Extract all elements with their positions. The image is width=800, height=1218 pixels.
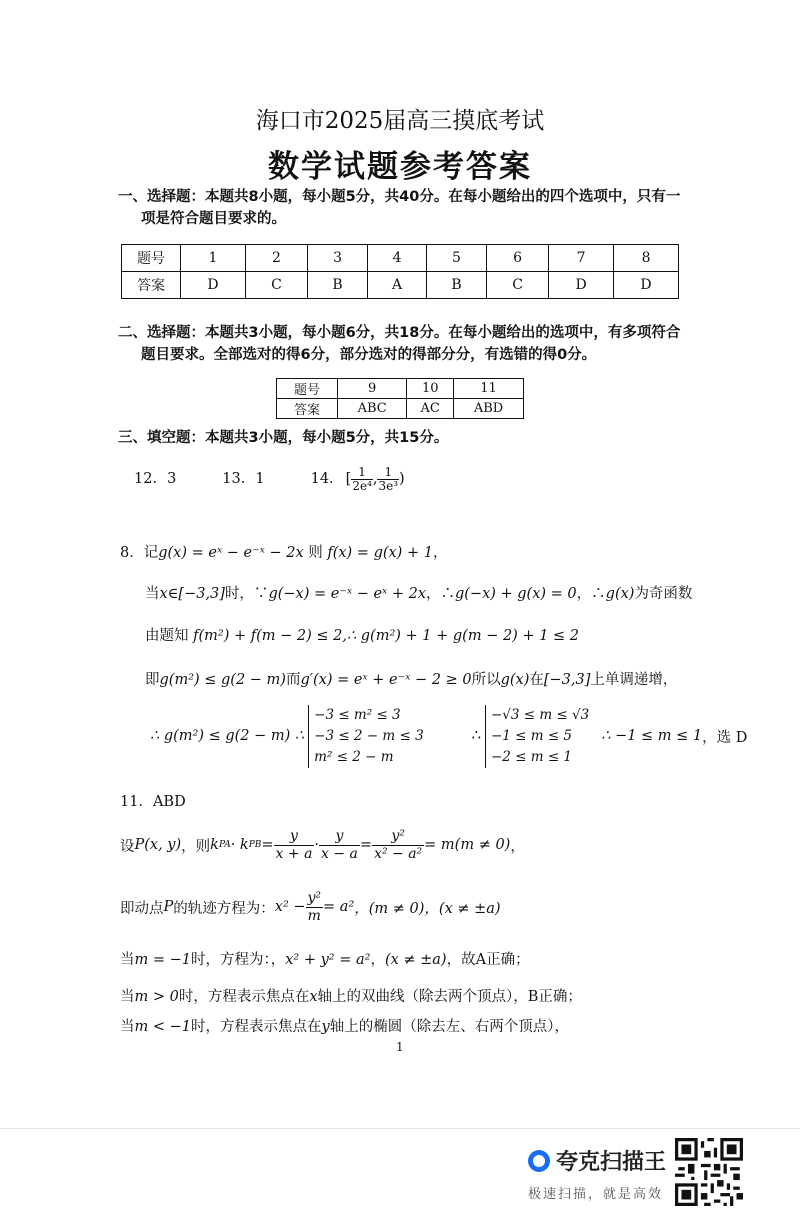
formula: x (309, 989, 318, 1005)
formula: (x ≠ ±a) (384, 952, 447, 968)
text: 记 (143, 545, 159, 561)
table1-answer: A (368, 272, 427, 299)
table1-answer: D (181, 272, 246, 299)
formula: m > 0 (134, 989, 179, 1005)
formula: P (163, 899, 174, 915)
fraction-denominator: 2e⁴ (352, 478, 372, 493)
inequality: −2 ≤ m ≤ 1 (490, 748, 573, 765)
answer-13-label: 13. (222, 471, 246, 487)
table1-answer-label: 答案 (122, 272, 181, 299)
fraction-denominator: 3e³ (378, 478, 399, 493)
table1-number: 7 (549, 245, 614, 272)
solution8-line5 (150, 703, 747, 769)
table2-number: 10 (407, 379, 454, 399)
fraction-denominator: x + a (275, 845, 313, 862)
table1-number: 3 (308, 245, 368, 272)
formula: f(x) = g(x) + 1 (327, 545, 433, 561)
text: 当 (145, 586, 160, 602)
formula: x² − (274, 899, 306, 915)
table2-answer: ABD (454, 399, 524, 419)
inequality: m² ≤ 2 − m (314, 748, 394, 765)
answer-12: 3 (167, 471, 177, 487)
formula: g(m²) ≤ g(2 − m) (159, 672, 286, 688)
table1-answer: B (427, 272, 487, 299)
formula: m < −1 (134, 1019, 191, 1035)
solution11-line1 (120, 823, 525, 867)
formula: ，(m ≠ 0)，(x ≠ ±a) (354, 900, 501, 917)
section1-line1: 一、选择题：本题共8小题，每小题5分，共40分。在每小题给出的四个选项中，只有一 (118, 189, 681, 205)
solution8-line2 (145, 582, 692, 603)
exam-title: 海口市2025届高三摸底考试 (255, 108, 545, 134)
fraction-numerator: y² (372, 828, 424, 846)
inequality: −3 ≤ m² ≤ 3 (314, 706, 401, 723)
fraction (372, 828, 424, 863)
text: 而 (285, 672, 301, 688)
formula: g(x) (605, 586, 635, 602)
formula: k (210, 837, 219, 853)
table1-number: 1 (181, 245, 246, 272)
section2-line2: 题目要求。全部选对的得6分，部分选对的得部分分，有选错的得0分。 (141, 347, 597, 363)
table1-answer-row (122, 272, 679, 299)
fraction (306, 890, 324, 925)
table1-header-label: 题号 (122, 245, 181, 272)
table1-number: 6 (486, 245, 548, 272)
table2-number: 9 (338, 379, 407, 399)
formula: g(x) (500, 672, 530, 688)
text: 的轨迹方程为： (173, 900, 275, 917)
inequality: −3 ≤ 2 − m ≤ 3 (314, 727, 424, 744)
formula: g(x) = eˣ − e⁻ˣ − 2x (158, 545, 304, 561)
text: 设 (120, 838, 135, 855)
table1-answer: C (486, 272, 548, 299)
text: 由题知 (145, 628, 194, 644)
text: 即动点 (120, 900, 164, 917)
subscript: PA (218, 840, 231, 850)
text: = (261, 837, 274, 853)
table2-answer-row (277, 399, 524, 419)
solution11-line2 (120, 885, 501, 929)
formula: = a² (323, 899, 355, 915)
text: 时，∵ (224, 586, 269, 602)
solution11-line3 (120, 948, 530, 969)
fraction (319, 828, 360, 863)
text: 轴上的双曲线（除去两个顶点），B正确； (317, 989, 582, 1005)
text: ， (510, 838, 525, 855)
answer-14-close-bracket: ) (399, 471, 405, 487)
fraction-denominator: m (307, 907, 321, 924)
text: 时，方程表示焦点在 (178, 989, 310, 1005)
formula: m = −1 (134, 952, 191, 968)
answer-14-open-bracket: [ (345, 471, 352, 487)
table1-number-row (122, 245, 679, 272)
solution8-line4 (145, 668, 677, 689)
table1-answer: B (308, 272, 368, 299)
scanner-logo-icon (528, 1150, 550, 1172)
formula: g(−x) + g(x) = 0 (454, 586, 577, 602)
fraction (274, 828, 315, 863)
text: 当 (120, 952, 135, 968)
document-title: 数学试题参考答案 (268, 149, 532, 185)
fraction-numerator: y (319, 828, 360, 846)
fraction-numerator: y² (307, 889, 322, 906)
formula: P(x, y) (134, 837, 182, 853)
solution11-line4 (120, 985, 582, 1006)
formula: g(−x) = e⁻ˣ − eˣ + 2x (268, 586, 426, 602)
text: ， (370, 952, 385, 968)
text: 所以 (471, 672, 501, 688)
formula: ∴ −1 ≤ m ≤ 1 (601, 728, 703, 744)
fraction-numerator: y (274, 828, 315, 846)
text: 当 (120, 1019, 135, 1035)
text: · (314, 837, 320, 853)
answer-13: 1 (255, 471, 265, 487)
answer-14-fraction-2 (377, 466, 399, 493)
section1-instructions (118, 186, 680, 230)
solution11-line5 (120, 1015, 569, 1036)
text: ， (432, 545, 448, 561)
inequality-system-2 (485, 705, 589, 768)
solution8-label: 8． (120, 545, 144, 561)
text: 即 (145, 672, 160, 688)
table2-header-label: 题号 (277, 379, 338, 399)
text: ，∴ (425, 586, 455, 602)
text: 则 (303, 545, 328, 561)
page-number: 1 (396, 1040, 404, 1054)
answer-12-label: 12. (134, 471, 158, 487)
footer-divider (0, 1128, 800, 1129)
answer-table-2 (276, 378, 524, 419)
table1-answer: C (245, 272, 307, 299)
formula: x² + y² = a² (285, 952, 371, 968)
fraction-denominator: x² − a² (374, 845, 423, 862)
text: ，∴ (576, 586, 606, 602)
section1-line2: 项是符合题目要求的。 (141, 211, 286, 227)
table1-number: 5 (427, 245, 487, 272)
text: ，则 (181, 838, 211, 855)
section2-instructions (118, 322, 680, 366)
formula: x∈[−3,3] (159, 586, 225, 602)
answer-14-label: 14. (310, 471, 334, 487)
formula: [−3,3] (543, 672, 591, 688)
formula: g′(x) = eˣ + e⁻ˣ − 2 ≥ 0 (300, 672, 472, 688)
table2-answer: ABC (338, 399, 407, 419)
table2-number: 11 (454, 379, 524, 399)
table1-number: 4 (368, 245, 427, 272)
section3-heading: 三、填空题：本题共3小题，每小题5分，共15分。 (118, 430, 449, 446)
subscript: PB (248, 840, 262, 850)
text: 上单调递增， (590, 672, 678, 688)
scanner-brand-name: 夸克扫描王 (556, 1150, 667, 1175)
answer-14-fraction-1 (351, 466, 373, 493)
formula: · k (230, 837, 249, 853)
table2-number-row (277, 379, 524, 399)
fill-in-answers (134, 461, 405, 497)
fraction-denominator: x − a (321, 845, 358, 862)
inequality-system-1 (308, 705, 424, 768)
text: 在 (529, 672, 544, 688)
solution8-line1 (120, 541, 447, 562)
text: 为奇函数 (634, 586, 693, 602)
formula: y (321, 1019, 330, 1035)
answer-14-comma: , (372, 471, 378, 487)
table2-answer: AC (407, 399, 454, 419)
fraction-numerator: 1 (351, 466, 373, 480)
formula: f(m²) + f(m − 2) ≤ 2,∴ g(m²) + 1 + g(m − 2) + 1 ≤ 2 (193, 628, 580, 644)
text: = (359, 837, 373, 853)
text: 时，方程表示焦点在 (191, 1019, 322, 1035)
text: ∴ (471, 728, 481, 744)
formula: = m(m ≠ 0) (424, 837, 511, 853)
qr-code-icon (675, 1138, 743, 1206)
table2-answer-label: 答案 (277, 399, 338, 419)
table1-number: 2 (245, 245, 307, 272)
text: ，故A正确； (446, 952, 530, 968)
text: 当 (120, 989, 135, 1005)
table1-answer: D (614, 272, 679, 299)
fraction-numerator: 1 (377, 466, 399, 480)
inequality: −√3 ≤ m ≤ √3 (490, 706, 590, 723)
table1-number: 8 (614, 245, 679, 272)
solution8-line3 (145, 624, 579, 645)
text: 时，方程为：， (191, 952, 286, 968)
solution11-label: 11．ABD (120, 794, 186, 810)
text: ，选 D (702, 729, 748, 746)
section2-line1: 二、选择题：本题共3小题，每小题6分，共18分。在每小题给出的选项中，有多项符合 (118, 325, 681, 341)
formula: ∴ g(m²) ≤ g(2 − m) ∴ (150, 728, 305, 744)
answer-table-1 (121, 244, 679, 299)
table1-answer: D (549, 272, 614, 299)
text: 轴上的椭圆（除去左、右两个顶点）， (329, 1019, 569, 1035)
inequality: −1 ≤ m ≤ 5 (490, 727, 573, 744)
scanner-slogan: 极速扫描，就是高效 (528, 1187, 664, 1202)
